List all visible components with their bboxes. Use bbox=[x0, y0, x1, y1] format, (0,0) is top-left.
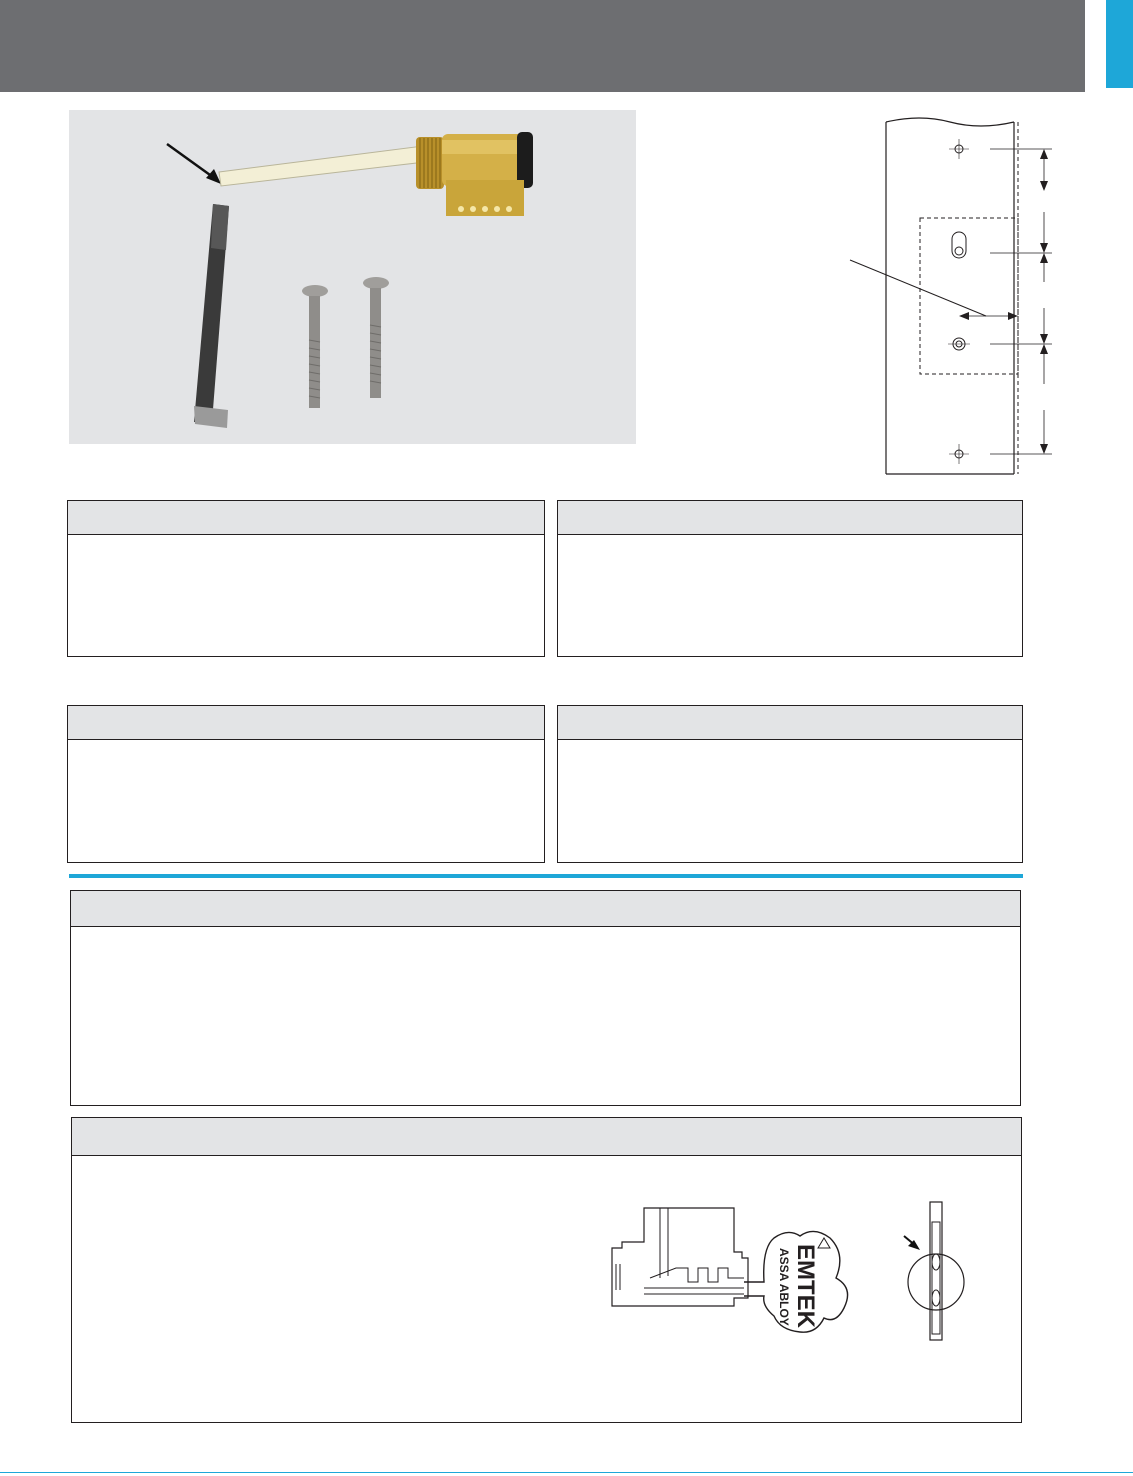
key-sub-text: ASSA ABLOY bbox=[777, 1248, 791, 1326]
info-box-mid-right bbox=[557, 705, 1023, 863]
section-tab bbox=[1106, 0, 1133, 88]
info-box-top-right bbox=[557, 500, 1023, 657]
box-body bbox=[68, 740, 544, 756]
info-box-top-left bbox=[67, 500, 545, 657]
box-title bbox=[71, 891, 1020, 927]
footer-rule bbox=[0, 1472, 1133, 1473]
box-body bbox=[72, 1156, 1021, 1172]
header-bar bbox=[0, 0, 1085, 92]
box-title bbox=[558, 501, 1022, 535]
box-body bbox=[71, 927, 1020, 943]
box-body bbox=[558, 535, 1022, 551]
box-title bbox=[558, 706, 1022, 740]
cylinder-key-diagram bbox=[604, 1198, 864, 1353]
product-photo bbox=[69, 110, 636, 444]
info-box-wide-2 bbox=[71, 1117, 1022, 1423]
box-title bbox=[72, 1118, 1021, 1156]
info-box-wide-1 bbox=[70, 890, 1021, 1106]
cylinder-end-view bbox=[896, 1198, 986, 1353]
pointer-arrow-icon bbox=[167, 144, 221, 184]
key-brand-text: EMTEK bbox=[792, 1244, 819, 1328]
box-body bbox=[68, 535, 544, 551]
indicator-arrow-icon bbox=[904, 1236, 920, 1250]
box-title bbox=[68, 501, 544, 535]
box-body bbox=[558, 740, 1022, 756]
info-box-mid-left bbox=[67, 705, 545, 863]
box-title bbox=[68, 706, 544, 740]
door-edge-diagram bbox=[830, 112, 1070, 487]
cylinder-parts-illustration bbox=[69, 110, 636, 444]
section-divider bbox=[69, 874, 1023, 878]
